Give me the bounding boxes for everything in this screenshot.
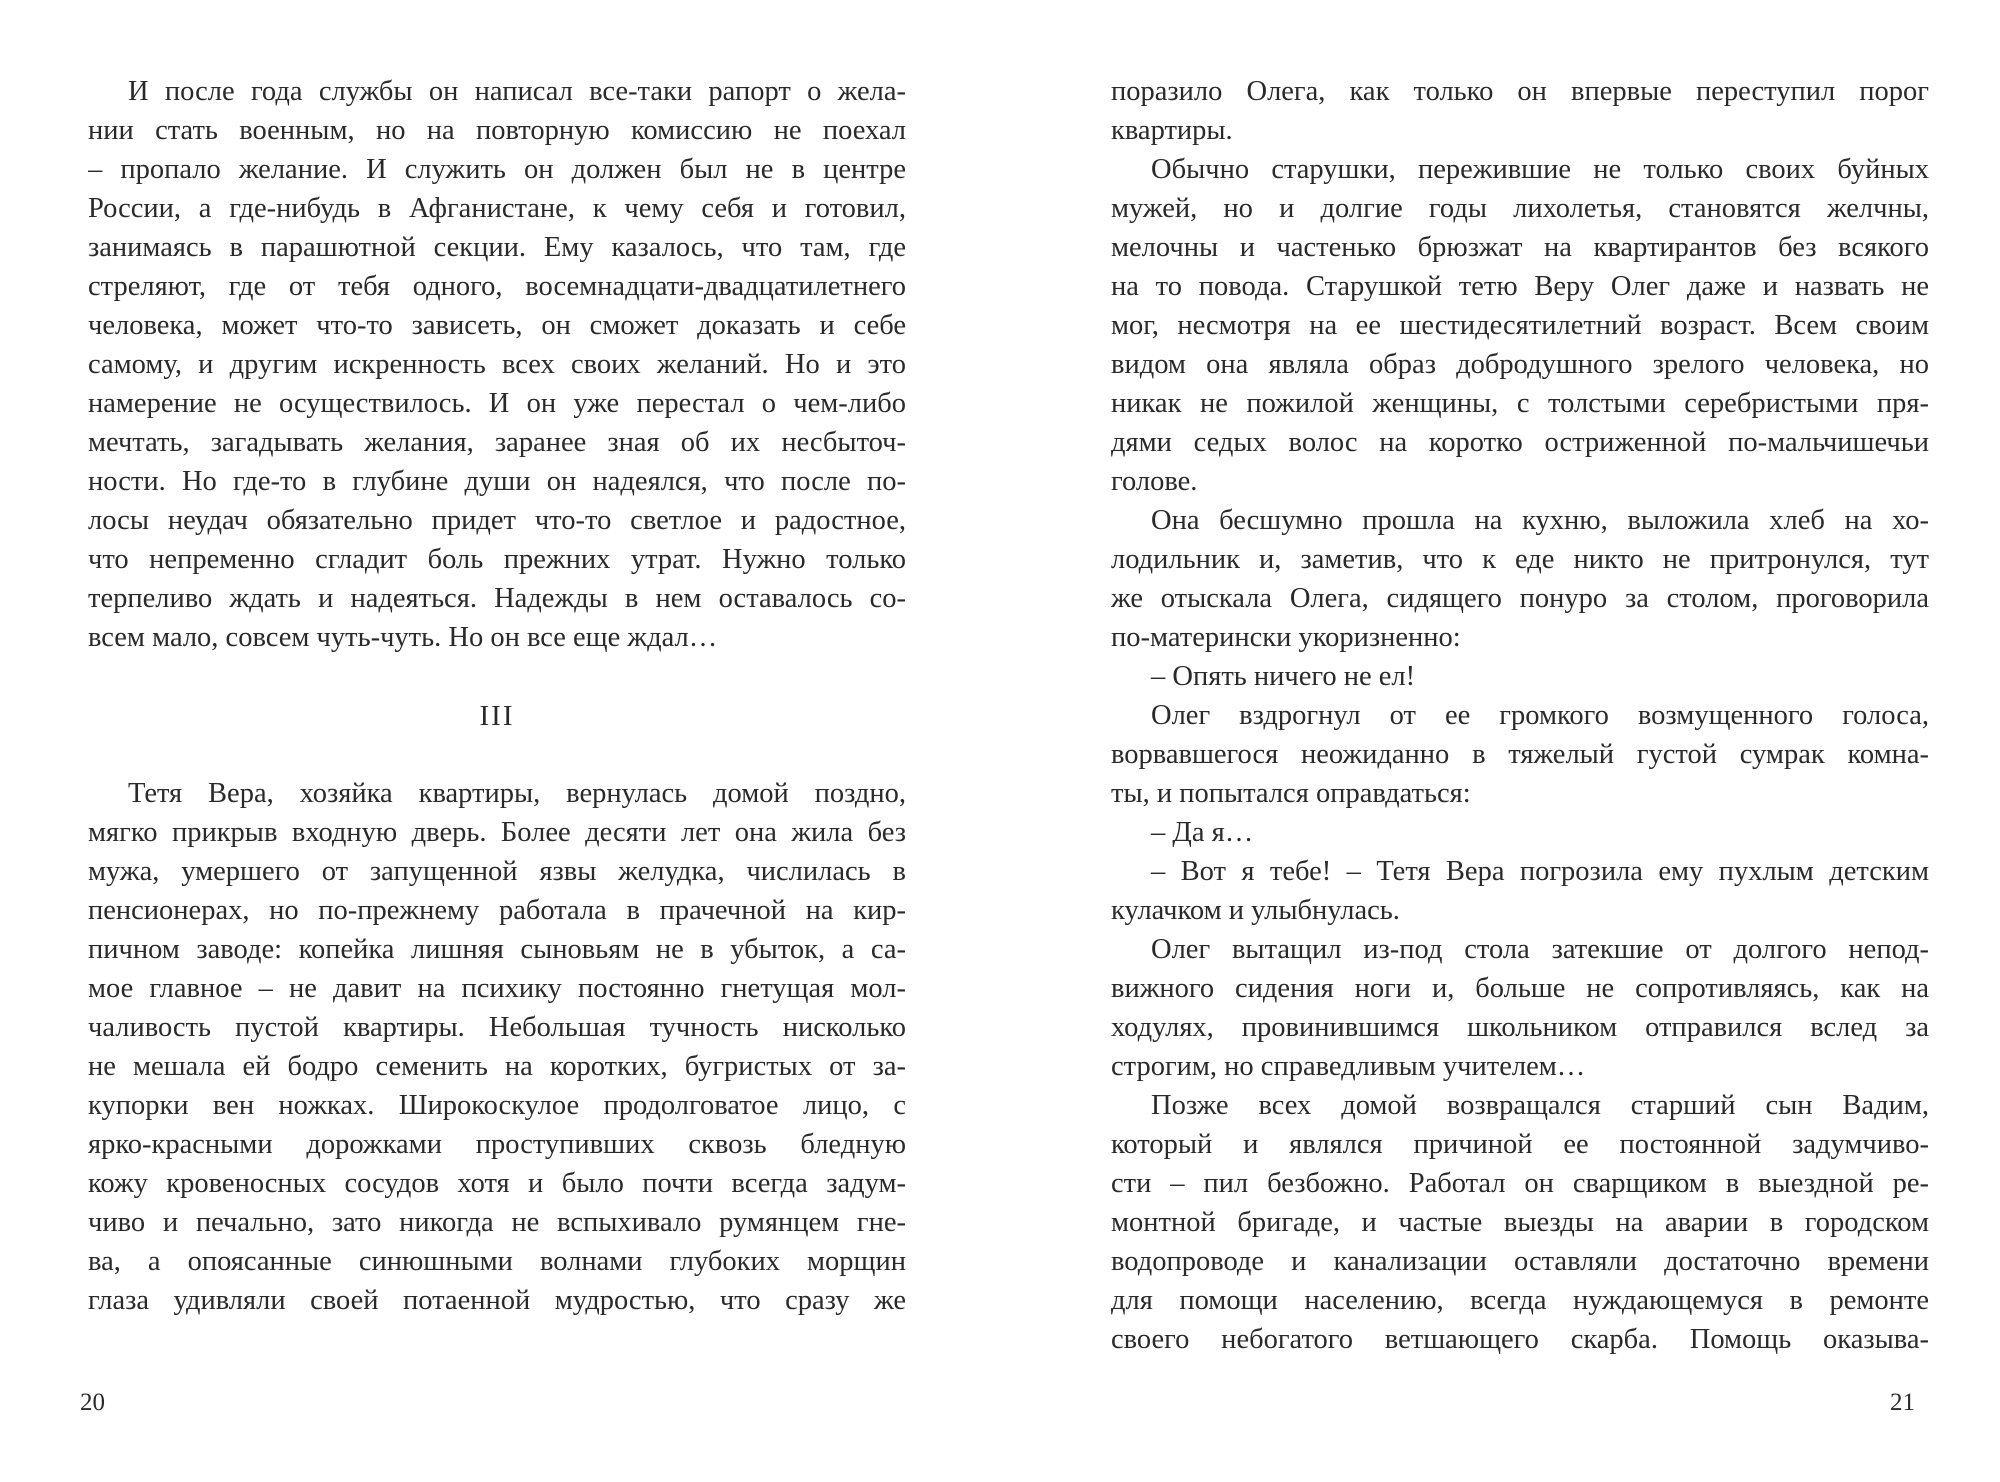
text-line: ности. Но где-то в глубине души он надеялся, что после по- xyxy=(88,466,906,497)
text-line: ярко-красными дорожками проступивших сквозь бледную xyxy=(88,1129,906,1160)
text-line: чиво и печально, зато никогда не вспыхивало румянцем гне- xyxy=(88,1207,906,1238)
spacer xyxy=(88,736,906,774)
text-line: занимаясь в парашютной секции. Ему казалось, что там, где xyxy=(88,232,906,263)
left-text-column xyxy=(88,72,906,1320)
text-line: квартиры. xyxy=(1111,115,1233,146)
text-line: лодильник и, заметив, что к еде никто не притронулся, тут xyxy=(1111,544,1929,575)
text-line: Олег вытащил из-под стола затекшие от долгого непод- xyxy=(1151,934,1929,965)
text-line: что непременно сгладит боль прежних утрат. Нужно только xyxy=(88,544,906,575)
text-line: сти – пил безбожно. Работал он сварщиком в выездной ре- xyxy=(1111,1168,1929,1199)
text-line: Она бесшумно прошла на кухню, выложила хлеб на хо- xyxy=(1151,505,1929,536)
text-line: кулачком и улыбнулась. xyxy=(1111,895,1400,926)
text-line: самому, и другим искренность всех своих желаний. Но и это xyxy=(88,349,906,380)
text-line: пичном заводе: копейка лишняя сыновьям не в убыток, а са- xyxy=(88,934,906,965)
right-page xyxy=(1000,0,2000,1482)
text-line: России, а где-нибудь в Афганистане, к чему себя и готовил, xyxy=(88,193,906,224)
text-line: Олег вздрогнул от ее громкого возмущенного голоса, xyxy=(1151,700,1929,731)
text-line: человека, может что-то зависеть, он сможет доказать и себе xyxy=(88,310,906,341)
text-line: стреляют, где от тебя одного, восемнадцати-двадцатилетнего xyxy=(88,271,906,302)
text-line: нии стать военным, но на повторную комиссию не поехал xyxy=(88,115,906,146)
right-text-column xyxy=(1111,72,1929,1359)
text-line: по-матерински укоризненно: xyxy=(1111,622,1461,653)
text-line: никак не пожилой женщины, с толстыми серебристыми пря- xyxy=(1111,388,1929,419)
text-line: – Опять ничего не ел! xyxy=(1151,661,1416,692)
text-line: мечтать, загадывать желания, заранее зная об их несбыточ- xyxy=(88,427,906,458)
text-line: который и являлся причиной ее постоянной задумчиво- xyxy=(1111,1129,1929,1160)
text-line: намерение не осуществилось. И он уже перестал о чем-либо xyxy=(88,388,906,419)
text-line: ходулях, провинившимся школьником отправился вслед за xyxy=(1111,1012,1929,1043)
text-line: мог, несмотря на ее шестидесятилетний возраст. Всем своим xyxy=(1111,310,1929,341)
chapter-heading: III xyxy=(479,700,515,732)
text-line: лосы неудач обязательно придет что-то светлое и радостное, xyxy=(88,505,906,536)
text-line: мягко прикрыв входную дверь. Более десяти лет она жила без xyxy=(88,817,906,848)
text-line: – Вот я тебе! – Тетя Вера погрозила ему пухлым детским xyxy=(1151,856,1929,887)
text-line: ты, и попытался оправдаться: xyxy=(1111,778,1471,809)
text-line: поразило Олега, как только он впервые переступил порог xyxy=(1111,76,1929,107)
text-line: терпеливо ждать и надеяться. Надежды в нем оставалось со- xyxy=(88,583,906,614)
page-number-left: 20 xyxy=(80,1389,105,1416)
text-line: всем мало, совсем чуть-чуть. Но он все еще ждал… xyxy=(88,622,718,653)
text-line: Позже всех домой возвращался старший сын Вадим, xyxy=(1151,1090,1929,1121)
text-line: мужа, умершего от запущенной язвы желудка, числилась в xyxy=(88,856,906,887)
text-line: кожу кровеносных сосудов хотя и было почти всегда задум- xyxy=(88,1168,906,1199)
text-line: мое главное – не давит на психику постоянно гнетущая мол- xyxy=(88,973,906,1004)
page-number-right: 21 xyxy=(1890,1389,1915,1416)
text-line: мужей, но и долгие годы лихолетья, становятся желчны, xyxy=(1111,193,1929,224)
text-line: для помощи населению, всегда нуждающемуся в ремонте xyxy=(1111,1285,1929,1316)
text-line: водопроводе и канализации оставляли достаточно времени xyxy=(1111,1246,1929,1277)
text-line: ва, а опоясанные синюшными волнами глубоких морщин xyxy=(88,1246,906,1277)
text-line: – Да я… xyxy=(1151,817,1254,848)
text-line: пенсионерах, но по-прежнему работала в прачечной на кир- xyxy=(88,895,906,926)
text-line: И после года службы он написал все-таки рапорт о жела- xyxy=(128,76,906,107)
text-line: не мешала ей бодро семенить на коротких, бугристых от за- xyxy=(88,1051,906,1082)
text-line: строгим, но справедливым учителем… xyxy=(1111,1051,1586,1082)
text-line: своего небогатого ветшающего скарба. Помощь оказыва- xyxy=(1111,1324,1929,1355)
text-line: же отыскала Олега, сидящего понуро за столом, проговорила xyxy=(1111,583,1929,614)
text-line: ворвавшегося неожиданно в тяжелый густой сумрак комна- xyxy=(1111,739,1929,770)
text-line: мелочны и частенько брюзжат на квартирантов без всякого xyxy=(1111,232,1929,263)
text-line: чаливость пустой квартиры. Небольшая тучность нисколько xyxy=(88,1012,906,1043)
text-line: Обычно старушки, пережившие не только своих буйных xyxy=(1151,154,1929,185)
text-line: на то повода. Старушкой тетю Веру Олег даже и назвать не xyxy=(1111,271,1929,302)
text-line: купорки вен ножках. Широкоскулое продолговатое лицо, с xyxy=(88,1090,906,1121)
text-line: Тетя Вера, хозяйка квартиры, вернулась домой поздно, xyxy=(128,778,906,809)
spacer xyxy=(88,657,906,697)
text-line: монтной бригаде, и частые выезды на аварии в городском xyxy=(1111,1207,1929,1238)
text-line: глаза удивляли своей потаенной мудростью, что сразу же xyxy=(88,1285,906,1316)
text-line: – пропало желание. И служить он должен был не в центре xyxy=(88,154,906,185)
text-line: видом она являла образ добродушного зрелого человека, но xyxy=(1111,349,1929,380)
text-line: голове. xyxy=(1111,466,1198,497)
text-line: вижного сидения ноги и, больше не сопротивляясь, как на xyxy=(1111,973,1929,1004)
text-line: дями седых волос на коротко остриженной по-мальчишечьи xyxy=(1111,427,1929,458)
